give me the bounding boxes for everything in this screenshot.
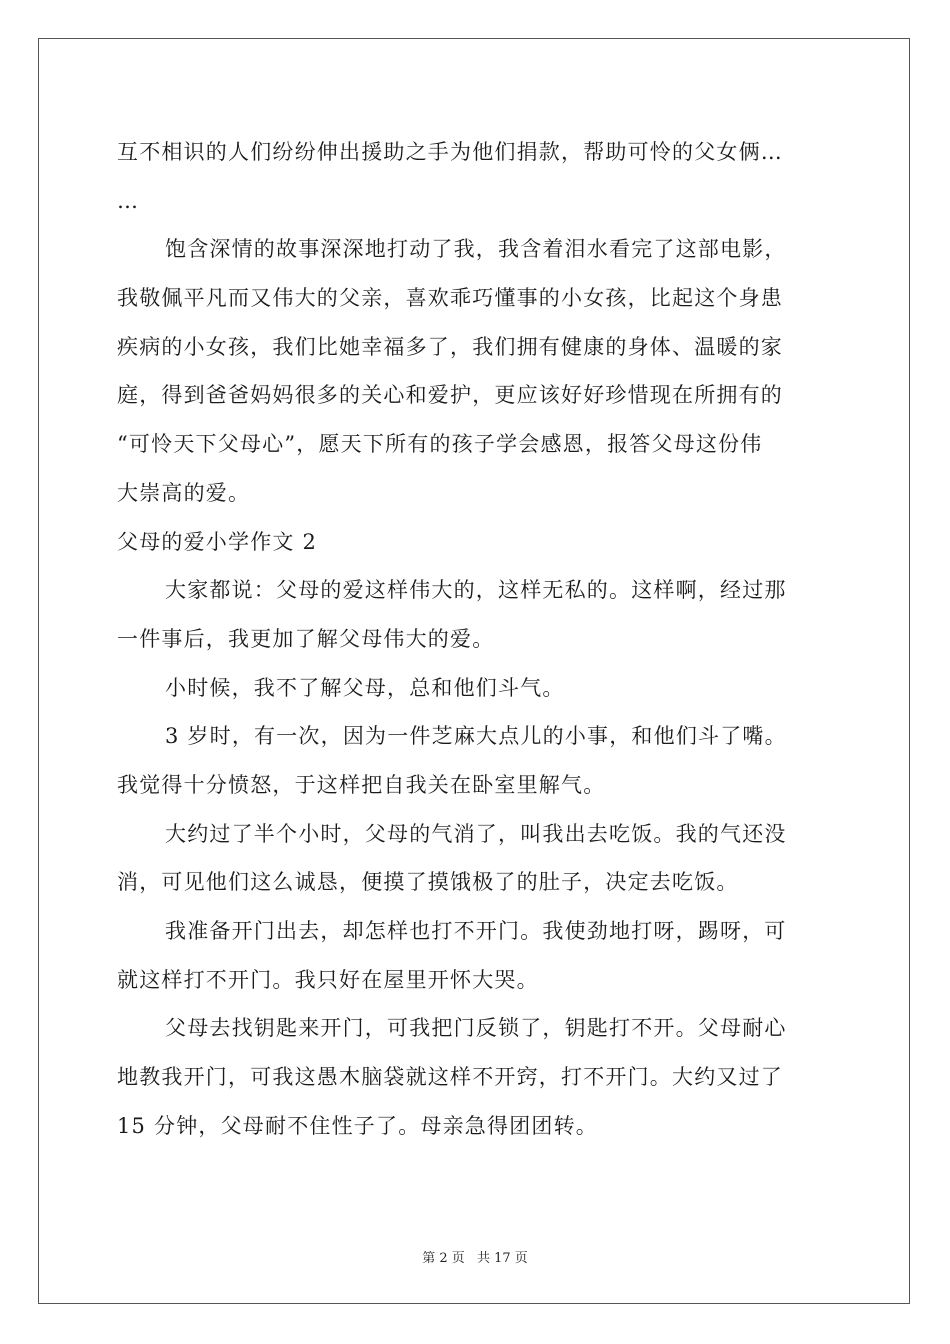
text-line: 消，可见他们这么诚恳，便摸了摸饿极了的肚子，决定去吃饭。 xyxy=(117,870,739,895)
text-line: 饱含深情的故事深深地打动了我，我含着泪水看完了这部电影， xyxy=(165,237,787,262)
document-body xyxy=(117,128,833,1150)
text-line: 我敬佩平凡而又伟大的父亲，喜欢乖巧懂事的小女孩，比起这个身患 xyxy=(117,286,783,311)
text-line: “可怜天下父母心”，愿天下所有的孩子学会感恩，报答父母这份伟 xyxy=(117,432,763,457)
page-number: 第 2 页 xyxy=(422,1251,465,1266)
total-pages: 共 17 页 xyxy=(476,1251,528,1266)
page-footer xyxy=(0,1247,950,1266)
text-line: 疾病的小女孩，我们比她幸福多了，我们拥有健康的身体、温暖的家 xyxy=(117,334,783,359)
text-line: 我准备开门出去，却怎样也打不开门。我使劲地打呀，踢呀，可 xyxy=(165,919,787,943)
text-line: 庭，得到爸爸妈妈很多的关心和爱护，更应该好好珍惜现在所拥有的 xyxy=(117,383,783,408)
text-line: 一件事后，我更加了解父母伟大的爱。 xyxy=(117,626,495,651)
text-line: 我觉得十分愤怒，于这样把自我关在卧室里解气。 xyxy=(117,772,606,797)
text-line: 就这样打不开门。我只好在屋里开怀大哭。 xyxy=(117,967,539,992)
text-line: 大崇高的爱。 xyxy=(117,480,251,505)
text-line: 大家都说：父母的爱这样伟大的，这样无私的。这样啊，经过那 xyxy=(165,578,787,603)
text-line: 大约过了半个小时，父母的气消了，叫我出去吃饭。我的气还没 xyxy=(165,821,787,846)
text-line: 小时候，我不了解父母，总和他们斗气。 xyxy=(165,675,565,700)
text-line: 互不相识的人们纷纷伸出援助之手为他们捐款，帮助可怜的父女俩… xyxy=(117,140,783,164)
text-line: 15 分钟，父母耐不住性子了。母亲急得团团转。 xyxy=(117,1113,598,1138)
text-line: 父母的爱小学作文 2 xyxy=(117,529,318,554)
text-line: … xyxy=(117,188,140,213)
text-line: 父母去找钥匙来开门，可我把门反锁了，钥匙打不开。父母耐心 xyxy=(165,1016,787,1041)
text-line: 3 岁时，有一次，因为一件芝麻大点儿的小事，和他们斗了嘴。 xyxy=(165,724,787,749)
text-line: 地教我开门，可我这愚木脑袋就这样不开窍，打不开门。大约又过了 xyxy=(117,1065,783,1090)
